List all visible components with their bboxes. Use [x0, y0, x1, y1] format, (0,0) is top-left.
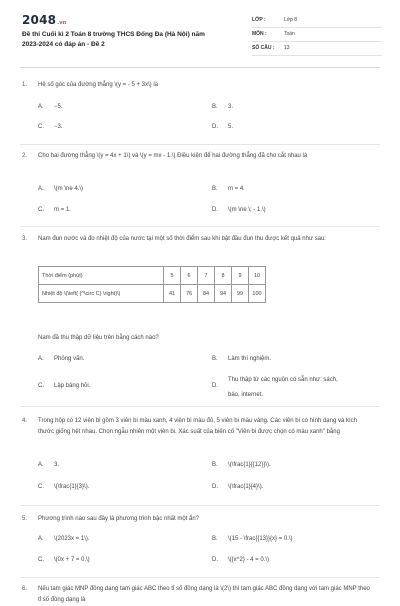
meta-value: Toán [284, 31, 295, 37]
question-text: Trong hộp có 12 viên bi gồm 3 viên bi màu xanh, 4 viên bi màu đỏ, 5 viên bi màu vàng. Các viên bi có hình dạng và kích thước giống hệt nhau. Chọn ngẫu nhiên một viên bi. Xác suất của biến cố "Viên bi được chọn có màu xanh" bằng [38, 418, 357, 435]
option-a[interactable] [38, 462, 59, 468]
option-c[interactable] [38, 383, 90, 389]
table-row [39, 267, 266, 285]
meta-key: LỚP : [252, 17, 266, 23]
option-letter: C. [38, 124, 44, 130]
table-cell: 76 [181, 285, 198, 303]
option-text: m = 1. [54, 207, 71, 213]
table-row-label: Nhiệt độ \(\left( {^\circ C} \right)\) [39, 285, 164, 303]
option-text: \(\frac{1}{3}\). [54, 484, 90, 490]
meta-row-grade [252, 14, 382, 28]
option-text: 3. [228, 104, 234, 110]
option-letter: D. [212, 207, 218, 213]
meta-value: Lớp 8 [284, 17, 298, 23]
question-number: 2. [22, 153, 28, 159]
option-text: m = 4. [228, 186, 245, 192]
option-letter: D. [212, 383, 218, 389]
option-a[interactable] [38, 104, 63, 110]
option-letter: D. [212, 484, 218, 490]
meta-row-subject [252, 28, 382, 42]
option-text: −3. [54, 124, 63, 130]
option-letter: B. [212, 186, 218, 192]
option-letter: B. [212, 104, 218, 110]
question-number: 5. [22, 516, 28, 522]
option-d[interactable] [212, 124, 233, 130]
option-d[interactable] [212, 383, 228, 389]
question-subtext: Nam đã thu thập dữ liệu trên bằng cách nào? [38, 335, 159, 341]
option-text: \(0x + 7 = 0.\) [54, 557, 90, 563]
meta-value: 13 [284, 45, 290, 51]
meta-key: SỐ CÂU : [252, 45, 275, 51]
meta-key: MÔN : [252, 31, 267, 37]
question-text: Hệ số góc của đường thẳng \(y = - 5 + 3x\) là [38, 82, 159, 88]
option-letter: A. [38, 536, 44, 542]
option-text: Lập bảng hỏi. [54, 383, 91, 389]
table-row-label: Thời điểm (phút) [39, 267, 164, 285]
option-text: Làm thí nghiệm. [228, 356, 272, 362]
table-cell: 5 [164, 267, 181, 285]
option-b[interactable] [212, 462, 271, 468]
option-letter: D. [212, 124, 218, 130]
table-cell: 41 [164, 285, 181, 303]
option-text: \({x^2} - 4 = 0.\) [228, 557, 270, 563]
question-separator [20, 505, 380, 506]
option-text: \(15 - \frac{{13}}{x} = 0.\) [228, 536, 293, 542]
option-c[interactable] [38, 207, 71, 213]
site-logo[interactable] [22, 13, 67, 27]
option-letter: C. [38, 557, 44, 563]
question-separator [20, 226, 380, 227]
option-text: 5. [228, 124, 234, 130]
option-letter: B. [212, 536, 218, 542]
table-row [39, 285, 266, 303]
option-d[interactable] [212, 207, 266, 213]
option-a[interactable] [38, 186, 83, 192]
table-cell: 7 [198, 267, 215, 285]
option-a[interactable] [38, 536, 90, 542]
option-text: \(m \ne \; - 1.\) [228, 207, 266, 213]
question-separator [20, 144, 380, 145]
option-text: −5. [54, 104, 63, 110]
table-cell: 10 [249, 267, 266, 285]
option-d-line1: Thu thập từ các nguồn có sẵn như: sách, [228, 377, 338, 383]
option-c[interactable] [38, 484, 89, 490]
question-text: Nếu tam giác MNP đồng dạng tam giác ABC theo tỉ số đồng dạng là \(2\) thì tam giác ABC đồng dạng với tam giác MNP theo tỉ số đồng dạng là [38, 586, 370, 603]
option-d[interactable] [212, 484, 263, 490]
option-text: \(2023x = 1\). [54, 536, 90, 542]
question-separator [20, 406, 380, 407]
option-text: \(m \ne 4.\) [54, 186, 84, 192]
question-number: 6. [22, 586, 28, 592]
option-d-line2: báo, internet. [228, 392, 264, 398]
option-b[interactable] [212, 186, 245, 192]
exam-title [22, 30, 258, 50]
option-text: Phỏng vấn. [54, 356, 85, 362]
table-cell: 99 [232, 285, 249, 303]
option-text: 3. [54, 462, 60, 468]
option-letter: A. [38, 104, 44, 110]
option-a[interactable] [38, 356, 84, 362]
option-b[interactable] [212, 104, 233, 110]
logo-text: 2048 [22, 13, 57, 27]
header-divider [20, 67, 380, 68]
meta-row-count [252, 42, 382, 56]
option-letter: A. [38, 186, 44, 192]
question-separator [20, 577, 380, 578]
table-cell: 84 [198, 285, 215, 303]
option-b[interactable] [212, 356, 271, 362]
option-letter: B. [212, 356, 218, 362]
option-letter: A. [38, 462, 44, 468]
table-cell: 94 [215, 285, 232, 303]
question-number: 1. [22, 82, 28, 88]
option-letter: B. [212, 462, 218, 468]
exam-meta [252, 14, 382, 56]
exam-title-line1: Đề thi Cuối kì 2 Toán 8 trường THCS Đống Đa (Hà Nội) năm [22, 31, 205, 38]
option-d[interactable] [212, 557, 269, 563]
option-letter: C. [38, 484, 44, 490]
option-b[interactable] [212, 536, 293, 542]
option-letter: C. [38, 207, 44, 213]
option-letter: C. [38, 383, 44, 389]
option-text: \(\frac{1}{{12}}\). [228, 462, 271, 468]
logo-suffix: .vn [57, 20, 67, 26]
table-cell: 8 [215, 267, 232, 285]
option-letter: D. [212, 557, 218, 563]
question-text: Phương trình nào sau đây là phương trình bậc nhất một ẩn? [38, 516, 200, 522]
option-c[interactable] [38, 124, 63, 130]
option-letter: A. [38, 356, 44, 362]
option-c[interactable] [38, 557, 90, 563]
temperature-table [38, 266, 266, 303]
question-number: 3. [22, 236, 28, 242]
table-cell: 100 [249, 285, 266, 303]
question-text: Cho hai đường thẳng \(y = 4x + 1\) và \(y = mx - 1.\) Điều kiện để hai đường thẳng đã cho cắt nhau là [38, 153, 308, 159]
option-text: \(\frac{1}{4}\). [228, 484, 264, 490]
table-cell: 9 [232, 267, 249, 285]
exam-title-line2: 2023-2024 có đáp án - Đề 2 [22, 41, 105, 48]
table-cell: 6 [181, 267, 198, 285]
question-text: Nam đun nước và đo nhiệt độ của nước tại một số thời điểm sau khi bật đầu đun thu được kết quả như sau: [38, 236, 326, 242]
question-number: 4. [22, 418, 28, 424]
